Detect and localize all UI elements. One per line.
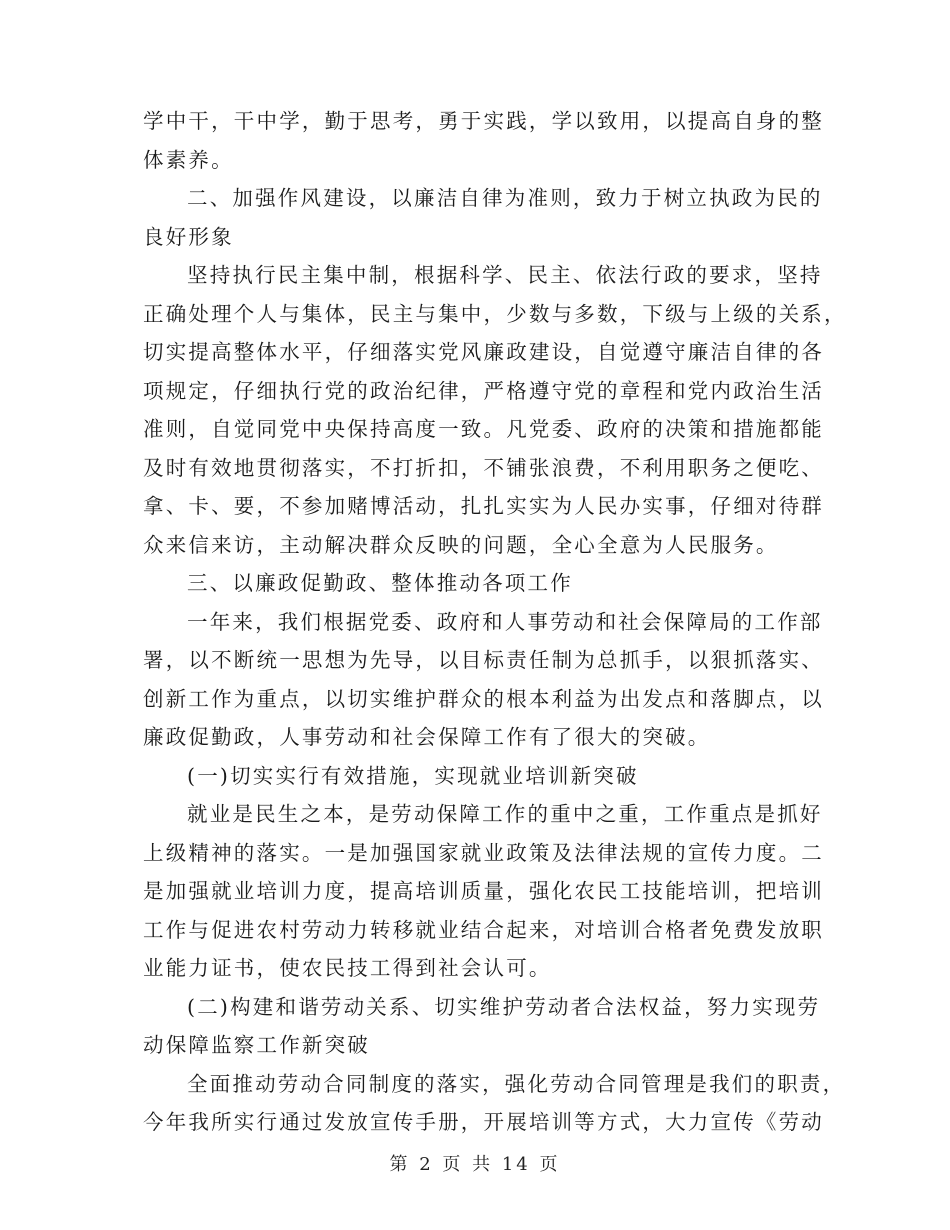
text-line: 动保障监察工作新突破: [143, 1033, 370, 1057]
text-line: 众来信来访，主动解决群众反映的问题，全心全意为人民服务。: [143, 532, 779, 557]
text-line: 正确处理个人与集体，民主与集中，少数与多数，下级与上级的关系，: [143, 301, 847, 326]
page-footer: 第 2 页 共 14 页: [389, 1154, 561, 1175]
document-body: [143, 102, 847, 1142]
text-line: 体素养。: [143, 147, 234, 172]
text-line: 工作与促进农村劳动力转移就业结合起来，对培训合格者免费发放职: [143, 917, 824, 942]
text-line: 廉政促勤政，人事劳动和社会保障工作有了很大的突破。: [143, 725, 711, 749]
text-line: 创新工作为重点，以切实维护群众的根本利益为出发点和落脚点，以: [143, 686, 824, 711]
text-line: 就业是民生之本，是劳动保障工作的重中之重，工作重点是抓好: [187, 802, 823, 826]
text-line: 今年我所实行通过发放宣传手册，开展培训等方式，大力宣传《劳动: [143, 1110, 824, 1134]
text-line: 二、加强作风建设，以廉洁自律为准则，致力于树立执政为民的: [187, 186, 823, 210]
text-line: 项规定，仔细执行党的政治纪律，严格遵守党的章程和党内政治生活: [143, 378, 824, 403]
text-line: 上级精神的落实。一是加强国家就业政策及法律法规的宣传力度。二: [143, 840, 824, 865]
text-line: (一)切实实行有效措施，实现就业培训新突破: [187, 763, 639, 788]
text-line: 准则，自觉同党中央保持高度一致。凡党委、政府的决策和措施都能: [143, 417, 824, 441]
text-line: 坚持执行民主集中制，根据科学、民主、依法行政的要求，坚持: [187, 263, 823, 287]
text-line: 学中干，干中学，勤于思考，勇于实践，学以致用，以提高自身的整: [143, 109, 824, 133]
text-line: 三、以廉政促勤政、整体推动各项工作: [187, 571, 573, 595]
text-line: (二)构建和谐劳动关系、切实维护劳动者合法权益，努力实现劳: [187, 994, 821, 1019]
text-line: 全面推动劳动合同制度的落实，强化劳动合同管理是我们的职责，: [187, 1071, 846, 1096]
text-line: 切实提高整体水平，仔细落实党风廉政建设，自觉遵守廉洁自律的各: [143, 340, 824, 364]
text-line: 及时有效地贯彻落实，不打折扣，不铺张浪费，不利用职务之便吃、: [143, 455, 824, 480]
text-line: 业能力证书，使农民技工得到社会认可。: [143, 956, 552, 980]
text-line: 拿、卡、要，不参加赌博活动，扎扎实实为人民办实事，仔细对待群: [143, 494, 824, 518]
text-line: 署，以不断统一思想为先导，以目标责任制为总抓手，以狠抓落实、: [143, 648, 824, 672]
text-line: 是加强就业培训力度，提高培训质量，强化农民工技能培训，把培训: [143, 879, 824, 903]
text-line: 良好形象: [143, 224, 234, 249]
text-line: 一年来，我们根据党委、政府和人事劳动和社会保障局的工作部: [187, 609, 823, 634]
